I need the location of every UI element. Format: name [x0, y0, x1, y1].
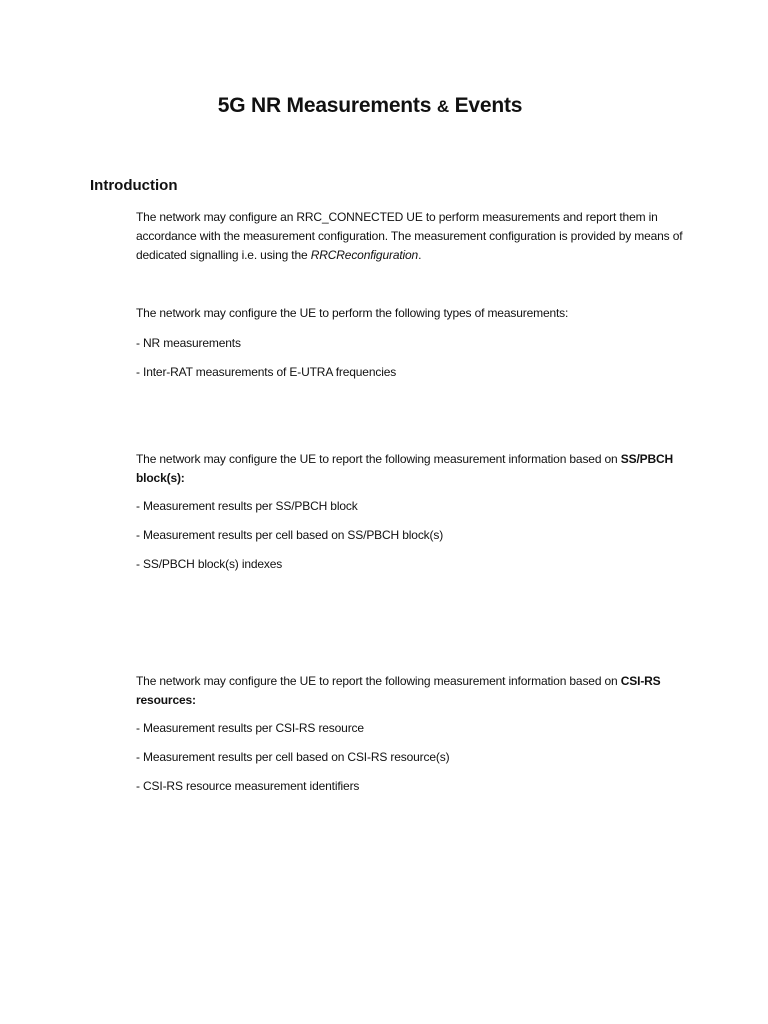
- intro-text: The network may configure an RRC_CONNECTED UE to perform measurements and report them in accordance with the measurement configuration. The measurement configuration is provided by means of dedicated signalling i.e. using the: [136, 210, 683, 262]
- list-item: - Inter-RAT measurements of E-UTRA frequencies: [136, 365, 397, 379]
- ssb-lead-bold: SS/PBCH block(s):: [136, 452, 674, 485]
- intro-text-end: .: [418, 248, 422, 262]
- csirs-reporting-lead: [136, 672, 696, 710]
- list-item: - Measurement results per cell based on SS/PBCH block(s): [136, 528, 444, 542]
- intro-paragraph: [136, 208, 696, 265]
- csirs-lead-bold: CSI-RS resources:: [136, 674, 661, 707]
- list-item: - Measurement results per cell based on CSI-RS resource(s): [136, 750, 450, 764]
- ssb-reporting-lead: [136, 450, 696, 488]
- title-main: 5G NR Measurements: [217, 94, 432, 117]
- list-item: - Measurement results per SS/PBCH block: [136, 499, 358, 513]
- list-item: - NR measurements: [136, 336, 241, 350]
- title-end: Events: [454, 94, 523, 117]
- intro-italic-term: RRCReconfiguration: [310, 248, 419, 262]
- list-item: - SS/PBCH block(s) indexes: [136, 557, 283, 571]
- document-title: [0, 94, 740, 118]
- ssb-lead-text: The network may configure the UE to report the following measurement information based on: [136, 452, 621, 466]
- title-ampersand: &: [436, 97, 449, 116]
- measurement-types-lead: The network may configure the UE to perform the following types of measurements:: [136, 306, 569, 320]
- list-item: - Measurement results per CSI-RS resource: [136, 721, 364, 735]
- list-item: - CSI-RS resource measurement identifiers: [136, 779, 360, 793]
- section-heading-introduction: Introduction: [90, 177, 178, 194]
- csirs-lead-text: The network may configure the UE to report the following measurement information based on: [136, 674, 621, 688]
